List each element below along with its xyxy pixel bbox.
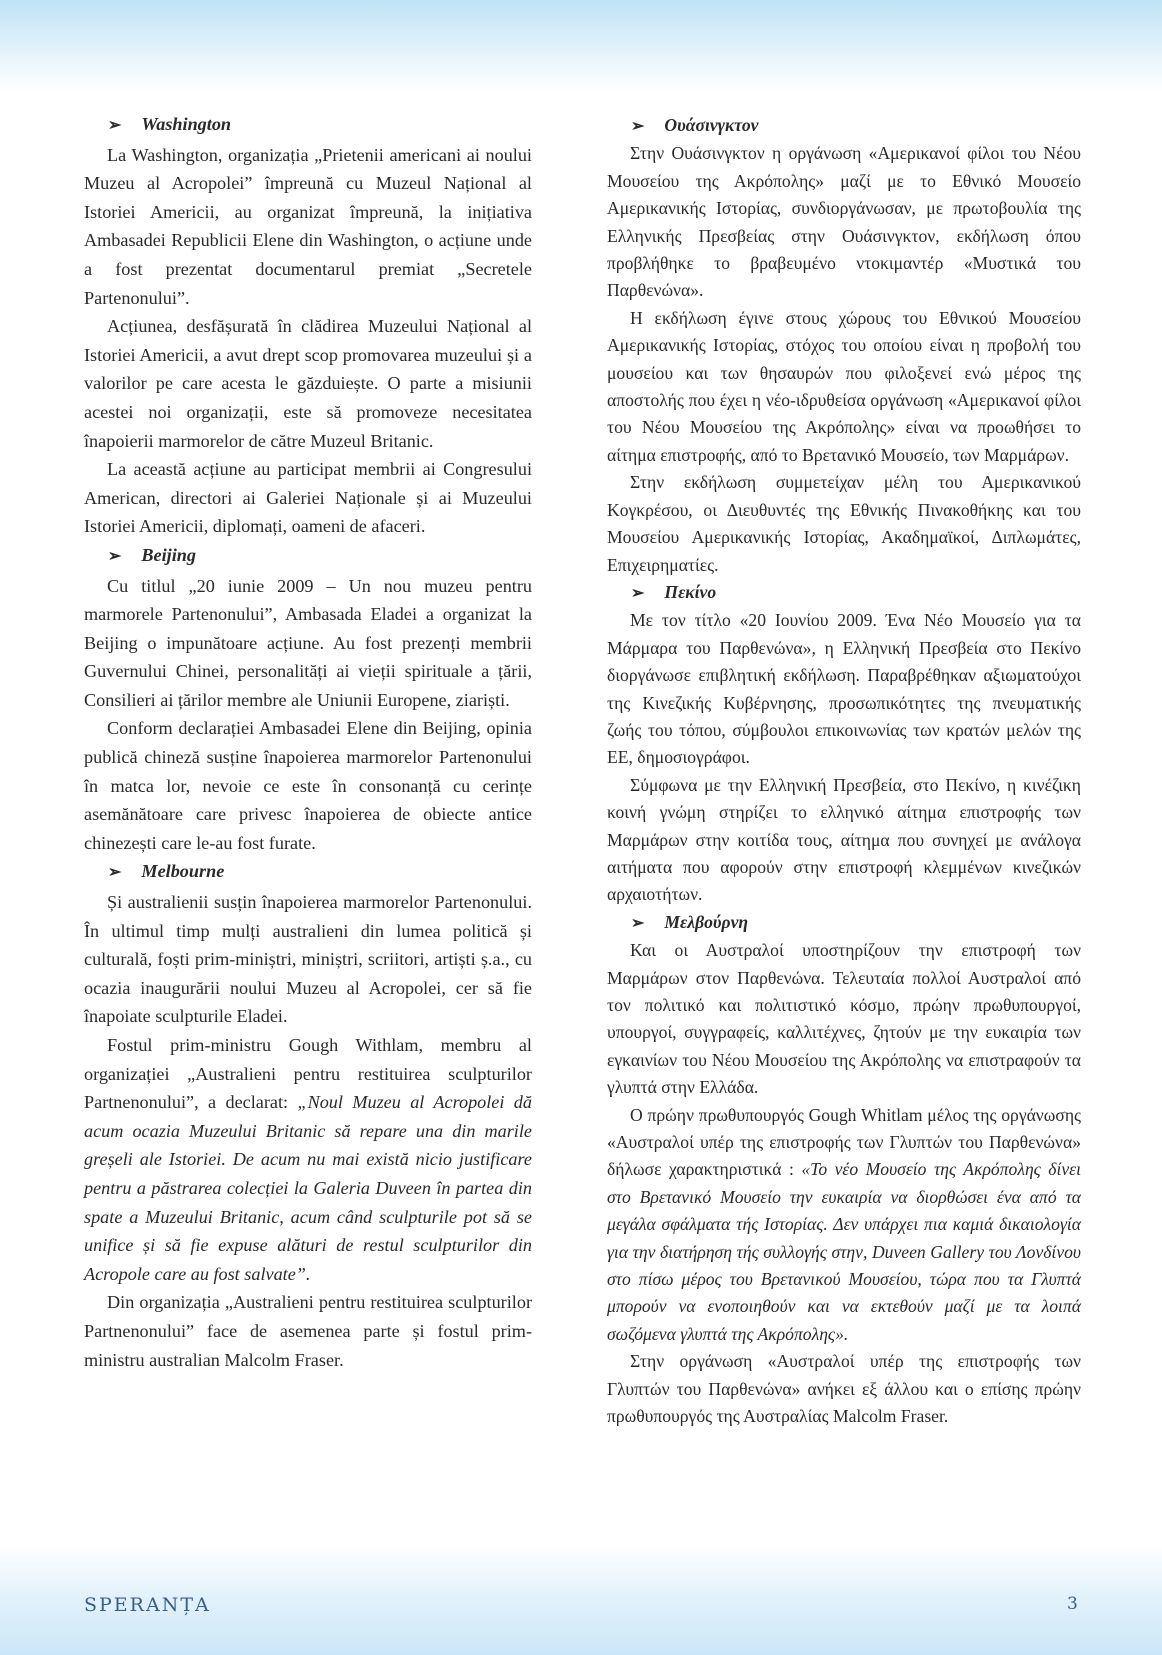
section-heading-washington-el: ➢ Ουάσινγκτον — [631, 115, 759, 135]
arrow-bullet-icon: ➢ — [631, 914, 645, 932]
romanian-column — [84, 110, 532, 1374]
arrow-bullet-icon: ➢ — [108, 864, 122, 882]
paragraph: Στην εκδήλωση συμμετείχαν μέλη του Αμερικανικού Κογκρέσου, οι Διευθυντές της Εθνικής Πινακοθήκης και του Μουσείου Αμερικανικής Ιστορίας, Ακαδημαϊκοί, Διπλωμάτες, Επιχειρηματίες. — [607, 472, 1081, 575]
section-heading-beijing-ro: ➢ Beijing — [108, 544, 196, 565]
paragraph: Σύμφωνα με την Ελληνική Πρεσβεία, στο Πεκίνο, η κινέζικη κοινή γνώμη στηρίζει το ελληνικό αίτημα επιστροφής των Μαρμάρων στην κοιτίδα τους, αίτημα που συνηχεί με ανάλογα αιτήματα που αφορούν στην επιστροφή κλεμμένων κινεζικών αρχαιοτήτων. — [607, 774, 1081, 905]
paragraph: Și australienii susțin înapoierea marmorelor Partenonului. În ultimul timp mulți australieni din lumea politică și culturală, foști prim-miniștri, miniștri, scriitori, artiști ș.a., cu ocazia inaugurării noului Muzeu al Acropolei, cer să fie înapoiate sculpturile Eladei. — [84, 892, 532, 1027]
paragraph: Η εκδήλωση έγινε στους χώρους του Εθνικού Μουσείου Αμερικανικής Ιστορίας, στόχος του οποίου είναι η προβολή του μουσείου και των θησαυρών που φιλοξενεί ενώ μέρος της αποστολής που έχει η νέο-ιδρυθείσα οργάνωση «Αμερικανοί φίλοι του Νέου Μουσείου της Ακρόπολης» είναι να προωθήσει το αίτημα επιστροφής, από το Βρετανικό Μουσείο, των Μαρμάρων. — [607, 307, 1081, 465]
paragraph: Στην οργάνωση «Αυστραλοί υπέρ της επιστροφής των Γλυπτών του Παρθενώνα» ανήκει εξ άλλου και ο επίσης πρώην πρωθυπουργός της Αυστραλίας Malcolm Fraser. — [607, 1351, 1081, 1427]
arrow-bullet-icon: ➢ — [108, 547, 122, 565]
top-gradient-band — [0, 0, 1162, 92]
publication-name: SPERANȚA — [84, 1594, 211, 1616]
paragraph: La Washington, organizația „Prietenii americani ai noului Muzeu al Acropolei” împreună cu Muzeul Național al Istoriei Americii, au organizat împreună, la inițiativa Ambasadei Republicii Elene din Washington, o acțiune unde a fost prezentat documentarul premiat „Secretele Partenonului”. — [84, 144, 532, 308]
paragraph: Acțiunea, desfășurată în clădirea Muzeului Național al Istoriei Americii, a avut drept scop promovarea muzeului și a valorilor pe care acesta le găzduiește. O parte a misiunii acestei noi organizații, este să promoveze necesitatea înapoierii marmorelor de către Muzeul Britanic. — [84, 316, 532, 451]
section-heading-melbourne-ro: ➢ Melbourne — [108, 861, 225, 882]
arrow-bullet-icon: ➢ — [108, 117, 122, 134]
paragraph-with-quote: Fostul prim-ministru Gough Withlam, membru al organizației „Australieni pentru restituirea sculpturilor Partnenonului”, a declarat: „Noul Muzeu al Acropolei dă acum ocazia Muzeului Britanic să repare una din marile greșeli ale Istoriei. De acum nu mai există nicio justificare pentru a păstrarea colecției la Galeria Duveen în partea din spate a Muzeului Britanic, acum când sculpturile pot să se unifice și să fie expuse alături de restul sculpturilor din Acropole care au fost salvate”. — [84, 1035, 532, 1284]
page-number: 3 — [1067, 1594, 1078, 1614]
paragraph-with-quote: Ο πρώην πρωθυπουργός Gough Whitlam μέλος της οργάνωσης «Αυστραλοί υπέρ της επιστροφής των Γλυπτών του Παρθενώνα» δήλωσε χαρακτηριστικά : «Το νέο Μουσείο της Ακρόπολης δίνει στο Βρετανικό Μουσείο την ευκαιρία να διορθώσει ένα από τα μεγάλα σφάλματα τής Ιστορίας. Δεν υπάρχει πια καμιά δικαιολογία για την διατήρηση τής συλλογής στην, Duveen Gallery του Λονδίνου στο πίσω μέρος του Βρετανικού Μουσείου, τώρα που τα Γλυπτά μπορούν να ενοποιηθούν και να εκτεθούν μαζί με τα λοιπά σωζόμενα γλυπτά της Ακρόπολης». — [607, 1104, 1081, 1344]
greek-column — [607, 112, 1081, 1431]
arrow-bullet-icon: ➢ — [631, 584, 645, 602]
quote: „Noul Muzeu al Acropolei dă acum ocazia Muzeului Britanic să repare una din marile greșeli ale Istoriei. De acum nu mai există nicio justificare pentru a păstrarea colecției la Galeria Duveen în partea din spate a Muzeului Britanic, acum când sculpturile pot să se unifice și să fie expuse alături de restul sculpturilor din Acropole care au fost salvate”. — [84, 1092, 532, 1284]
paragraph: Με τον τίτλο «20 Ιουνίου 2009. Ένα Νέο Μουσείο για τα Μάρμαρα του Παρθενώνα», η Ελληνική Πρεσβεία στο Πεκίνο διοργάνωσε επιβλητική εκδήλωση. Παραβρέθηκαν αξιωματούχοι της Κινεζικής Κυβέρνησης, προσωπικότητες της πνευματικής ζωής του τόπου, σύμβουλοι επικοινωνίας των κρατών μελών της ΕΕ, δημοσιογράφοι. — [607, 610, 1081, 768]
paragraph: Conform declarației Ambasadei Elene din Beijing, opinia publică chineză susține înapoierea marmorelor Partenonului în matca lor, nevoie ce este în consonanță cu cerințe asemănătoare care privesc înapoierea de obiecte antice chinezești care le-au fost furate. — [84, 718, 532, 853]
section-heading-beijing-el: ➢ Πεκίνο — [631, 581, 717, 602]
paragraph: Din organizația „Australieni pentru restituirea sculpturilor Partnenonului” face de asemenea parte și fostul prim-ministru australian Malcolm Fraser. — [84, 1292, 532, 1370]
paragraph: Στην Ουάσινγκτον η οργάνωση «Αμερικανοί φίλοι του Νέου Μουσείου της Ακρόπολης» μαζί με το Εθνικό Μουσείο Αμερικανικής Ιστορίας, συνδιοργάνωσαν, με πρωτοβουλία της Ελληνικής Πρεσβείας στην Ουάσινγκτον, εκδήλωση όπου προβλήθηκε το βραβευμένο ντοκιμαντέρ «Μυστικά του Παρθενώνα». — [607, 143, 1081, 301]
paragraph: Cu titlul „20 iunie 2009 – Un nou muzeu pentru marmorele Partenonului”, Ambasada Eladei a organizat la Beijing o impunătoare acțiune. Au fost prezenți membrii Guvernului Chinei, personalități ai vieții spirituale a țării, Consilieri ai țărilor membre ale Uniunii Europene, ziariști. — [84, 575, 532, 710]
paragraph: La această acțiune au participat membrii ai Congresului American, directori ai Galeriei Naționale și ai Muzeului Istoriei Americii, diplomați, oameni de afaceri. — [84, 459, 532, 537]
section-heading-washington-ro: ➢ Washington — [108, 114, 232, 134]
arrow-bullet-icon: ➢ — [631, 118, 645, 135]
paragraph: Και οι Αυστραλοί υποστηρίζουν την επιστροφή των Μαρμάρων στον Παρθενώνα. Τελευταία πολλοί Αυστραλοί από τον πολιτικό και πολιτιστικό κόσμο, πρώην πρωθυπουργοί, υπουργοί, συγγραφείς, καλλιτέχνες, ζητούν με την ευκαιρία των εγκαινίων του Νέου Μουσείου της Ακρόπολης να επιστραφούν τα γλυπτά στην Ελλάδα. — [607, 940, 1081, 1098]
section-heading-melbourne-el: ➢ Μελβούρνη — [631, 911, 749, 932]
quote: «Το νέο Μουσείο της Ακρόπολης δίνει στο Βρετανικό Μουσείο την ευκαιρία να διορθώσει ένα από τα μεγάλα σφάλματα τής Ιστορίας. Δεν υπάρχει πια καμιά δικαιολογία για την διατήρηση τής συλλογής στην, Duveen Gallery του Λονδίνου στο πίσω μέρος του Βρετανικού Μουσείου, τώρα που τα Γλυπτά μπορούν να ενοποιηθούν και να εκτεθούν μαζί με τα λοιπά σωζόμενα γλυπτά της Ακρόπολης». — [607, 1159, 1081, 1344]
